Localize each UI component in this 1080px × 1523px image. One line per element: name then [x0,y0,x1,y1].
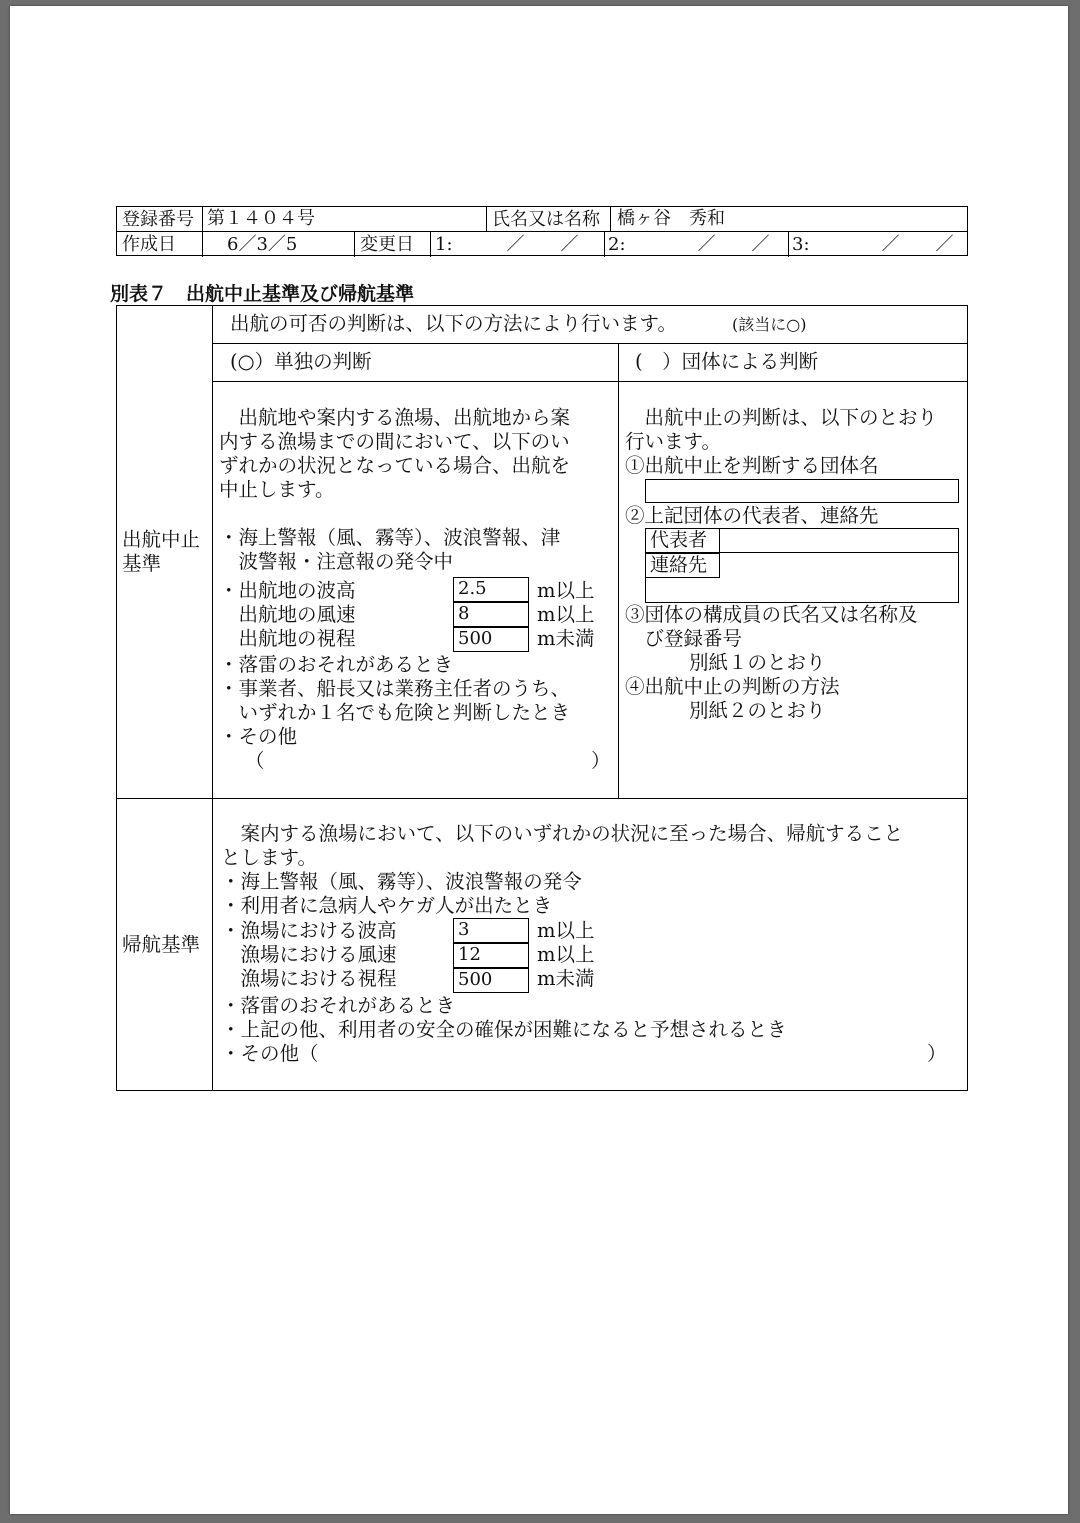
return-intro-line: とします。 [221,846,317,869]
departure-wave-value: 2.5 [453,577,529,602]
return-wind-unit: m以上 [537,943,595,966]
departure-wind-label: 出航地の風速 [219,603,356,626]
departure-row-label: 出航中止 [122,528,201,551]
group-item-3: ③団体の構成員の氏名又は名称及 [625,603,918,626]
departure-visibility-value: 500 [453,627,529,652]
solo-judgment-header: (○）単独の判断 [230,350,372,373]
change-date-2: 2: ／ ／ [608,234,770,255]
return-wind-label: 漁場における風速 [221,943,397,966]
name-value: 橋ヶ谷 秀和 [617,208,725,229]
solo-other-open-paren: （ [245,749,265,772]
return-bullet-safety: ・上記の他、利用者の安全の確保が困難になると予想されるとき [221,1018,787,1041]
registration-header-table [116,206,968,256]
group-item-4: ④出航中止の判断の方法 [625,675,840,698]
judgment-column-divider [618,343,619,798]
method-row-divider [212,343,967,344]
reg-no-value: 第１４０４号 [207,208,315,229]
header-divider [354,231,355,257]
solo-intro-line: 内する漁場までの間において、以下のい [219,430,570,453]
page-title: 別表７ 出航中止基準及び帰航基準 [110,283,415,305]
rep-label: 代表者 [645,528,720,553]
return-bullet-other: ・その他（ [221,1042,319,1065]
created-value: 6／3／5 [227,234,298,255]
header-divider [610,207,611,231]
return-bullet-warning: ・海上警報（風、霧等）、波浪警報の発令 [221,870,582,893]
section-divider [117,798,967,799]
method-line: 出航の可否の判断は、以下の方法により行います。 [230,312,677,335]
return-bullet-lightning: ・落雷のおそれがあるとき [221,994,456,1017]
group-item-3-cont: び登録番号 [625,627,743,650]
header-divider [202,207,203,231]
header-divider [202,231,203,257]
departure-visibility-unit: m未満 [537,627,595,650]
group-item-1: ①出航中止を判断する団体名 [625,454,879,477]
return-wind-value: 12 [453,943,529,968]
header-divider [430,231,431,257]
change-date-3: 3: ／ ／ [792,234,954,255]
group-intro-line: 行います。 [625,430,721,453]
return-visibility-unit: m未満 [537,967,595,990]
header-divider [604,231,605,257]
criteria-table [116,305,968,1091]
departure-wave-unit: m以上 [537,579,595,602]
return-wave-unit: m以上 [537,919,595,942]
return-intro-line: 案内する漁場において、以下のいずれかの状況に至った場合、帰航すること [221,822,904,845]
departure-wave-label: ・出航地の波高 [219,579,356,602]
changed-label: 変更日 [360,234,414,255]
subheader-row-divider [212,381,967,382]
document-page [10,6,1068,1514]
return-bullet-illness: ・利用者に急病人やケガ人が出たとき [221,894,553,917]
solo-bullet-warning: ・海上警報（風、霧等）、波浪警報、津 [219,526,561,549]
return-wave-value: 3 [453,918,529,943]
solo-intro-line: 中止します。 [219,478,335,501]
return-wave-label: ・漁場における波高 [221,919,397,942]
return-visibility-label: 漁場における視程 [221,967,397,990]
departure-wind-unit: m以上 [537,603,595,626]
header-divider [486,207,487,231]
contact-label: 連絡先 [645,553,720,578]
group-judgment-header: ( ）団体による判断 [635,350,819,373]
solo-bullet-lightning: ・落雷のおそれがあるとき [219,653,454,676]
name-label: 氏名又は名称 [492,209,600,230]
reg-no-label: 登録番号 [122,209,194,230]
return-other-close-paren: ） [927,1042,947,1065]
change-date-1: 1: ／ ／ [435,234,579,255]
group-item-2: ②上記団体の代表者、連絡先 [625,504,879,527]
solo-bullet-other: ・その他 [219,725,298,748]
departure-row-label-2: 基準 [122,552,162,575]
solo-other-close-paren: ） [591,749,611,772]
departure-wind-value: 8 [453,602,529,627]
solo-intro-line: 出航地や案内する漁場、出航地から案 [219,406,571,429]
solo-bullet-operator: ・事業者、船長又は業務主任者のうち、 [219,677,571,700]
solo-intro-line: ずれかの状況となっている場合、出航を [219,454,571,477]
method-note: (該当に○) [732,315,807,334]
return-row-label: 帰航基準 [122,933,201,956]
group-name-field [645,479,959,503]
header-divider [788,231,789,257]
solo-bullet-operator-cont: いずれか１名でも危険と判断したとき [219,701,571,724]
label-column-divider [212,306,213,1090]
group-intro-line: 出航中止の判断は、以下のとおり [625,406,938,429]
departure-visibility-label: 出航地の視程 [219,627,356,650]
group-item-3-ref: 別紙１のとおり [689,651,826,674]
group-item-4-ref: 別紙２のとおり [689,699,826,722]
return-visibility-value: 500 [453,968,529,993]
created-label: 作成日 [122,234,176,255]
contact-box-divider [720,552,959,553]
solo-bullet-warning-cont: 波警報・注意報の発令中 [219,550,454,573]
